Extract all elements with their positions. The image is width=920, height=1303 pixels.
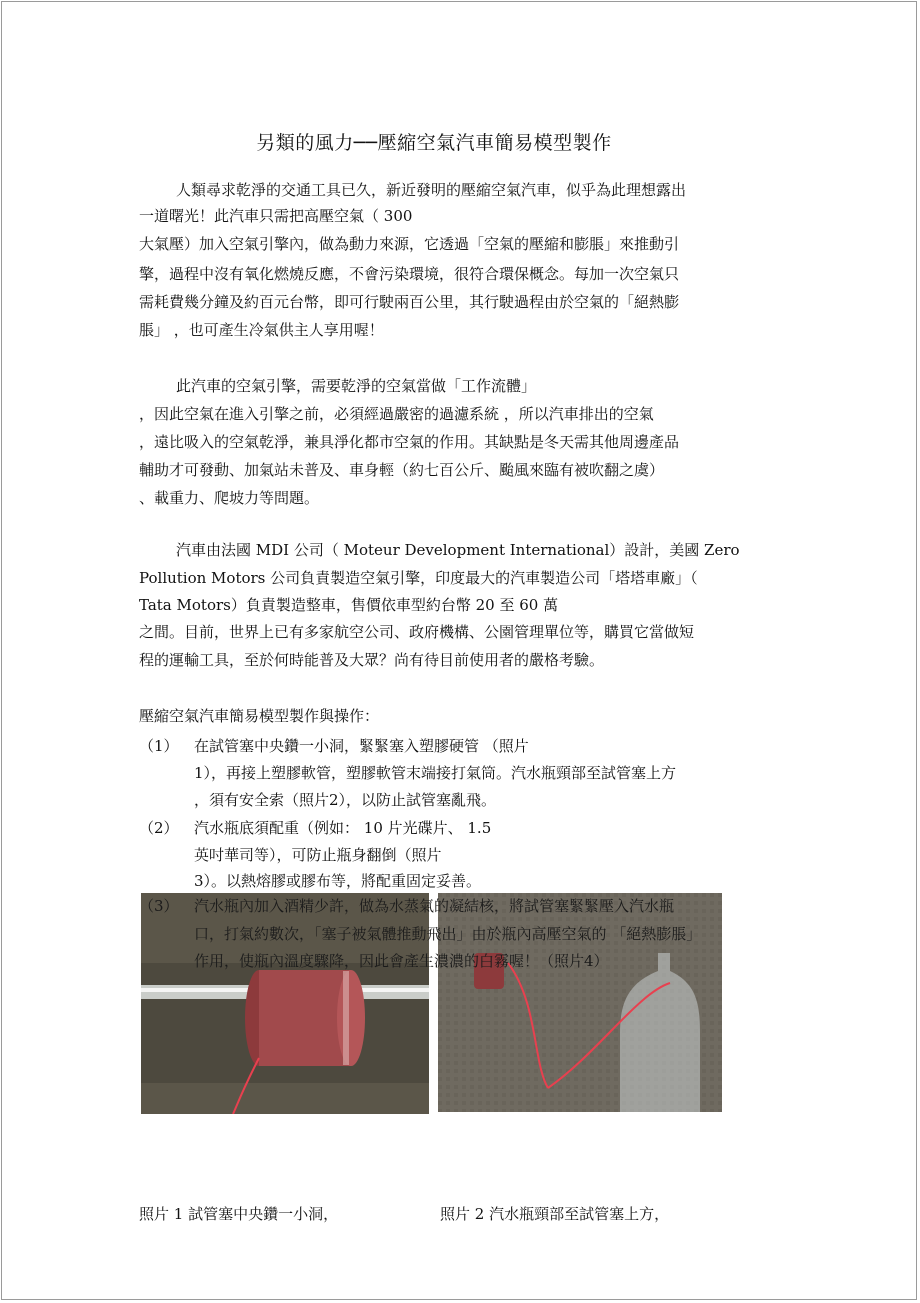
document-title: 另類的風力──壓縮空氣汽車簡易模型製作 <box>256 132 612 154</box>
step-line: 汽水瓶底須配重（例如： 10 片光碟片、 1.5 <box>194 819 492 837</box>
paragraph2-line: 輔助才可發動、加氣站未普及、車身輕（約七百公斤、颱風來臨有被吹翻之虞） <box>139 461 665 479</box>
section-heading: 壓縮空氣汽車簡易模型製作與操作： <box>139 707 380 725</box>
paragraph2-line: ，遠比吸入的空氣乾淨，兼具淨化都市空氣的作用。其缺點是冬天需其他周邊產品 <box>139 433 680 451</box>
paragraph1-line: 脹」 ，也可產生冷氣供主人享用喔！ <box>139 321 384 339</box>
paragraph3-line: 程的運輸工具，至於何時能普及大眾？尚有待目前使用者的嚴格考驗。 <box>139 651 605 669</box>
step-line: 在試管塞中央鑽一小洞，緊緊塞入塑膠硬管 （照片 <box>194 737 529 755</box>
paragraph2-line: ，因此空氣在進入引擎之前，必須經過嚴密的過濾系統 ，所以汽車排出的空氣 <box>139 405 654 423</box>
photo2-caption: 照片 2 汽水瓶頸部至試管塞上方， <box>440 1205 670 1223</box>
step-number: （3） <box>139 897 179 915</box>
paragraph3-line: 汽車由法國 MDI 公司（ Moteur Development International）設計，美國 Zero <box>176 541 740 559</box>
step-line: 1），再接上塑膠軟管，塑膠軟管末端接打氣筒。汽水瓶頸部至試管塞上方 <box>194 764 677 782</box>
paragraph3-line: Pollution Motors 公司負責製造空氣引擎，印度最大的汽車製造公司「塔塔車廠」（ <box>139 569 698 587</box>
paragraph3-line: Tata Motors）負責製造整車，售價依車型約台幣 20 至 60 萬 <box>139 596 559 614</box>
paragraph1-line: 一道曙光！此汽車只需把高壓空氣（ 300 <box>139 207 413 225</box>
step-number: （2） <box>139 819 179 837</box>
paragraph3-line: 之間。目前，世界上已有多家航空公司、政府機構、公園管理單位等，購買它當做短 <box>139 623 695 641</box>
step-line: 英吋華司等），可防止瓶身翻倒（照片 <box>194 846 442 864</box>
step-line: 口，打氣約數次，「塞子被氣體推動飛出」由於瓶內高壓空氣的 「絕熱膨脹」 <box>194 925 702 943</box>
paragraph2-line: 此汽車的空氣引擎，需要乾淨的空氣當做「工作流體」 <box>176 377 537 395</box>
paragraph1-line: 擎，過程中沒有氧化燃燒反應，不會污染環境，很符合環保概念。每加一次空氣只 <box>139 265 680 283</box>
photo1-caption: 照片 1 試管塞中央鑽一小洞， <box>139 1205 339 1223</box>
step-line: 作用，使瓶內溫度驟降，因此會產生濃濃的白霧喔！（照片4） <box>194 952 609 970</box>
paragraph1-line: 人類尋求乾淨的交通工具已久，新近發明的壓縮空氣汽車，似乎為此理想露出 <box>176 181 687 199</box>
paragraph2-line: 、載重力、爬坡力等問題。 <box>139 489 320 507</box>
step-line: ，須有安全索（照片2），以防止試管塞亂飛。 <box>194 791 497 809</box>
step-line: 3）。以熱熔膠或膠布等，將配重固定妥善。 <box>194 872 482 890</box>
paragraph1-line: 需耗費幾分鐘及約百元台幣，即可行駛兩百公里，其行駛過程由於空氣的「絕熱膨 <box>139 293 680 311</box>
step-number: （1） <box>139 737 179 755</box>
paragraph1-line: 大氣壓）加入空氣引擎內，做為動力來源，它透過「空氣的壓縮和膨脹」來推動引 <box>139 235 680 253</box>
step-line: 汽水瓶內加入酒精少許，做為水蒸氣的凝結核，將試管塞緊緊壓入汽水瓶 <box>194 897 675 915</box>
